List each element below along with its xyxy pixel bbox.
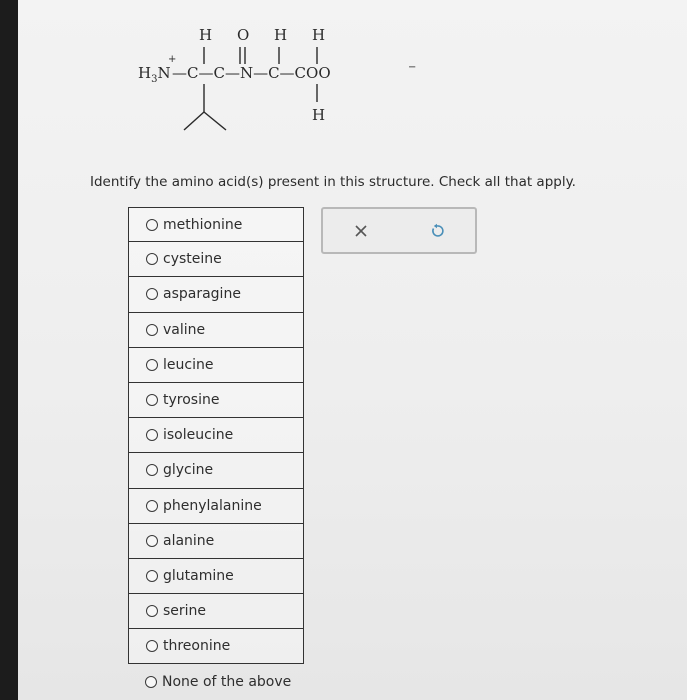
checkbox-circle-icon[interactable] — [146, 324, 158, 336]
option-methionine[interactable] — [128, 207, 304, 242]
option-label: serine — [163, 603, 207, 620]
checkbox-circle-icon[interactable] — [146, 464, 158, 476]
top-h1: H — [199, 26, 213, 44]
option-glycine[interactable] — [128, 453, 304, 488]
top-h3: H — [312, 26, 326, 44]
amine-h: $H_3N$ — [138, 64, 171, 85]
checkbox-circle-icon[interactable] — [146, 570, 158, 582]
option-serine[interactable] — [128, 594, 304, 629]
option-label: asparagine — [163, 286, 241, 303]
option-label: phenylalanine — [163, 497, 262, 514]
main-chain: —C—C—N—C—COO — [172, 64, 331, 82]
option-label: isoleucine — [163, 427, 234, 444]
chemical-structure — [138, 20, 438, 140]
checkbox-circle-icon[interactable] — [146, 394, 158, 406]
clear-button[interactable] — [349, 219, 373, 243]
option-phenylalanine[interactable] — [128, 489, 304, 524]
option-label: cysteine — [163, 251, 222, 268]
dipeptide-structure-drawing — [138, 20, 438, 140]
checkbox-circle-icon[interactable] — [146, 605, 158, 617]
option-glutamine[interactable] — [128, 559, 304, 594]
option-isoleucine[interactable] — [128, 418, 304, 453]
checkbox-circle-icon[interactable] — [146, 253, 158, 265]
option-asparagine[interactable] — [128, 277, 304, 312]
checkbox-circle-icon[interactable] — [146, 429, 158, 441]
checkbox-circle-icon[interactable] — [146, 219, 158, 231]
option-alanine[interactable] — [128, 524, 304, 559]
plus-charge: + — [168, 54, 177, 65]
top-o: O — [237, 26, 250, 44]
options-list — [128, 207, 304, 700]
bottom-h: H — [312, 106, 326, 124]
minus-charge: − — [408, 62, 417, 73]
checkbox-circle-icon[interactable] — [146, 500, 158, 512]
checkbox-circle-icon[interactable] — [146, 359, 158, 371]
option-label: tyrosine — [163, 392, 220, 409]
option-label: valine — [163, 321, 206, 338]
checkbox-circle-icon[interactable] — [146, 640, 158, 652]
reset-button[interactable] — [425, 219, 449, 243]
option-leucine[interactable] — [128, 348, 304, 383]
option-label: alanine — [163, 532, 215, 549]
option-label: methionine — [163, 216, 243, 233]
option-cysteine[interactable] — [128, 242, 304, 277]
answer-actions-panel — [321, 207, 477, 254]
checkbox-circle-icon[interactable] — [145, 676, 157, 688]
question-text: Identify the amino acid(s) present in this structure. Check all that apply. — [90, 174, 576, 190]
screen — [18, 0, 687, 700]
option-label: glycine — [163, 462, 214, 479]
option-valine[interactable] — [128, 313, 304, 348]
option-none-of-the-above[interactable] — [128, 664, 304, 699]
undo-icon — [429, 223, 445, 239]
option-threonine[interactable] — [128, 629, 304, 664]
option-label: None of the above — [162, 674, 292, 691]
option-label: threonine — [163, 638, 231, 655]
option-tyrosine[interactable] — [128, 383, 304, 418]
top-h2: H — [274, 26, 288, 44]
checkbox-circle-icon[interactable] — [146, 288, 158, 300]
option-label: glutamine — [163, 567, 234, 584]
checkbox-circle-icon[interactable] — [146, 535, 158, 547]
option-label: leucine — [163, 356, 214, 373]
close-icon — [354, 224, 368, 238]
